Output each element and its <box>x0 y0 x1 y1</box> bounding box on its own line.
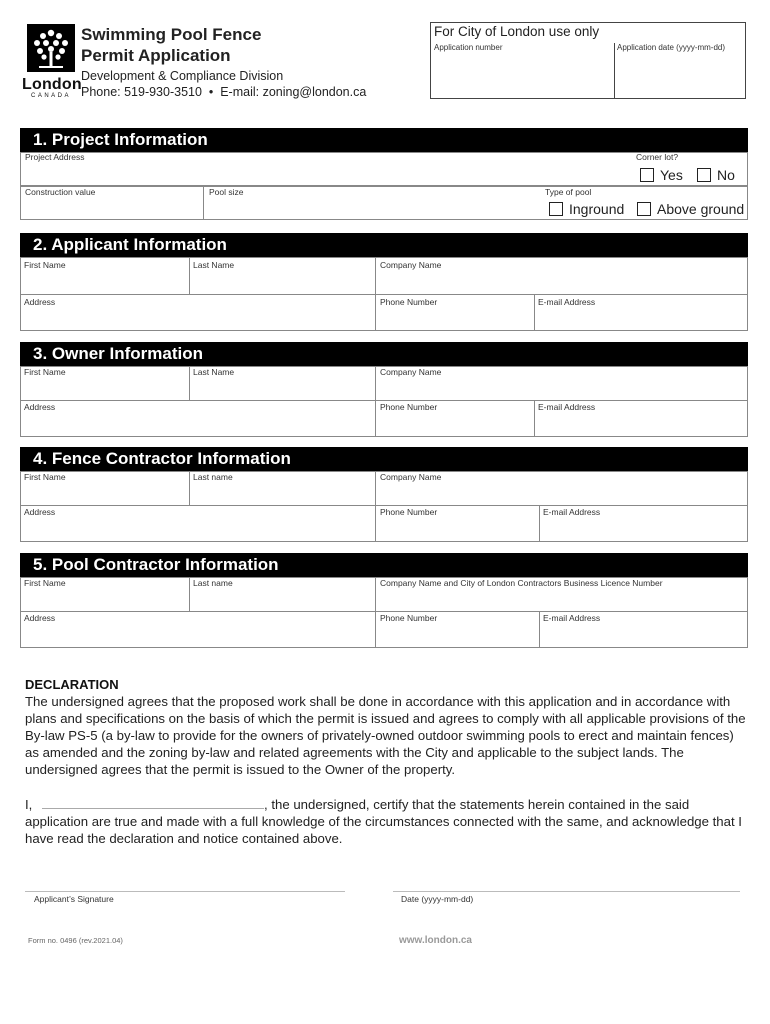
pool-size-label: Pool size <box>209 187 244 197</box>
type-of-pool-label: Type of pool <box>545 187 592 197</box>
last-name-label: Last name <box>193 578 233 588</box>
section-title: 4. Fence Contractor Information <box>33 449 291 468</box>
office-box-divider <box>614 43 615 99</box>
signature-date-label: Date (yyyy-mm-dd) <box>401 894 474 904</box>
first-name-label: First Name <box>24 260 66 270</box>
last-name-label: Last name <box>193 472 233 482</box>
form-title-line1: Swimming Pool Fence <box>81 25 262 44</box>
email-label: E-mail Address <box>538 402 596 412</box>
owner-address-field[interactable] <box>20 400 376 437</box>
applicant-name-blank[interactable] <box>42 796 264 809</box>
section-header-fence-contractor <box>20 447 748 471</box>
first-name-label: First Name <box>24 472 66 482</box>
company-name-label: Company Name <box>380 367 442 377</box>
phone-label: Phone Number <box>380 613 438 623</box>
certification-paragraph <box>25 796 751 847</box>
project-address-label: Project Address <box>25 152 85 162</box>
construction-value-label: Construction value <box>25 187 96 197</box>
certify-text: , the undersigned, certify that the statements herein contained in the said application are true and made with a full knowledge of the circumstances connected with the same, and acknowledge that I have read the declaration and notice contained above. <box>25 797 742 846</box>
corner-lot-no-label: No <box>717 167 735 183</box>
address-label: Address <box>24 613 56 623</box>
fence-address-field[interactable] <box>20 505 376 542</box>
certify-prefix: I, <box>25 797 33 812</box>
first-name-label: First Name <box>24 578 66 588</box>
date-signature-line[interactable] <box>393 891 740 892</box>
phone-label: Phone Number <box>380 402 438 412</box>
applicant-signature-line[interactable] <box>25 891 345 892</box>
phone-label: Phone Number <box>380 507 438 517</box>
address-label: Address <box>24 297 56 307</box>
office-use-heading: For City of London use only <box>434 24 600 39</box>
address-label: Address <box>24 402 56 412</box>
section-title: 2. Applicant Information <box>33 235 227 254</box>
corner-lot-label: Corner lot? <box>636 152 679 162</box>
form-number: Form no. 0496 (rev.2021.04) <box>28 936 123 945</box>
section-title: 3. Owner Information <box>33 344 204 363</box>
applicant-signature-label: Applicant’s Signature <box>34 894 114 904</box>
last-name-label: Last Name <box>193 260 235 270</box>
corner-lot-no-checkbox[interactable] <box>697 168 711 182</box>
section-header-pool-contractor <box>20 553 748 577</box>
company-name-label: Company Name <box>380 260 442 270</box>
corner-lot-yes-label: Yes <box>660 167 683 183</box>
section-title: 1. Project Information <box>33 130 208 149</box>
tree-icon <box>22 24 80 74</box>
contact-info: Phone: 519-930-3510 • E-mail: zoning@london.ca <box>81 85 367 99</box>
office-use-box <box>430 22 746 99</box>
company-name-label: Company Name <box>380 472 442 482</box>
section-title: 5. Pool Contractor Information <box>33 555 279 574</box>
application-number-label: Application number <box>434 43 503 52</box>
last-name-label: Last Name <box>193 367 235 377</box>
declaration-paragraph: The undersigned agrees that the proposed work shall be done in accordance with this application and in accordance with plans and specifications on the basis of which the permit is issued and agrees to comply with all applicable provisions of the By-law PS-5 (a by-law to provide for the owners of privately-owned outdoor swimming pools to erect and maintain fences) as amended and the zoning by-law and related agreements with the City and applicable to the subject lands. The undersigned agrees that the permit is issued to the Owner of the property. <box>25 694 746 777</box>
pool-address-field[interactable] <box>20 611 376 648</box>
declaration-heading: DECLARATION <box>25 677 119 692</box>
applicant-address-field[interactable] <box>20 294 376 331</box>
section-header-owner <box>20 342 748 366</box>
corner-lot-yes-checkbox[interactable] <box>640 168 654 182</box>
form-title-line2: Permit Application <box>81 46 231 65</box>
email-label: E-mail Address <box>543 613 601 623</box>
logo-wordmark: London <box>22 76 82 93</box>
above-ground-label: Above ground <box>657 201 745 217</box>
website-link[interactable]: www.london.ca <box>399 935 472 946</box>
first-name-label: First Name <box>24 367 66 377</box>
inground-label: Inground <box>569 201 625 217</box>
email-label: E-mail Address <box>543 507 601 517</box>
inground-checkbox[interactable] <box>549 202 563 216</box>
above-ground-checkbox[interactable] <box>637 202 651 216</box>
section-header-project <box>20 128 748 152</box>
city-logo <box>22 24 80 100</box>
email-label: E-mail Address <box>538 297 596 307</box>
logo-country: CANADA <box>30 93 71 99</box>
division-name: Development & Compliance Division <box>81 69 284 83</box>
section-header-applicant <box>20 233 748 257</box>
address-label: Address <box>24 507 56 517</box>
company-licence-label: Company Name and City of London Contractors Business Licence Number <box>380 578 663 588</box>
application-date-label: Application date (yyyy-mm-dd) <box>617 43 726 52</box>
phone-label: Phone Number <box>380 297 438 307</box>
